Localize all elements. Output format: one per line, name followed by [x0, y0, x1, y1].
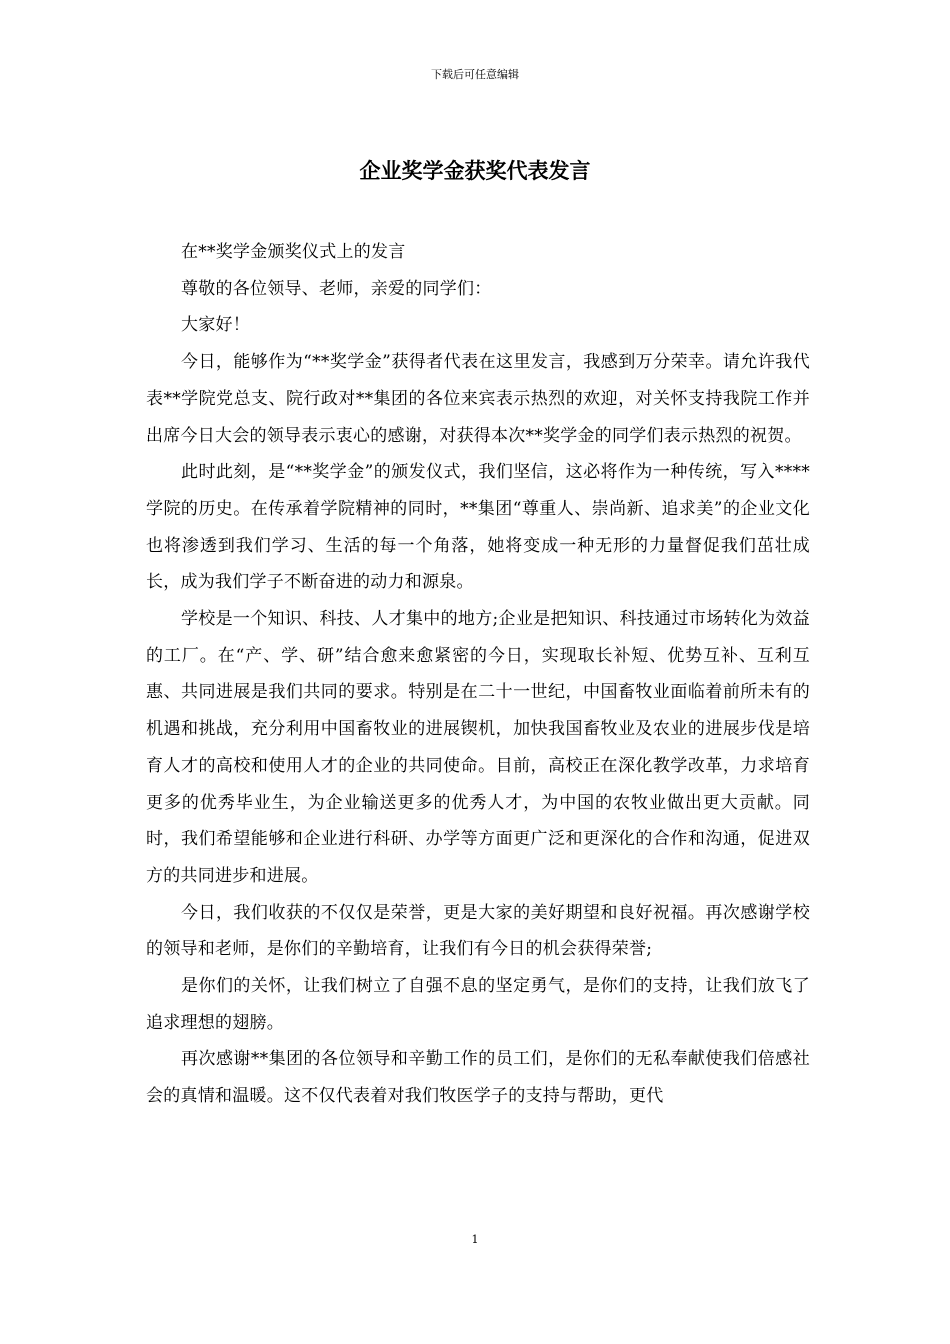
paragraph-greeting: 大家好！: [181, 315, 250, 336]
document-title: 企业奖学金获奖代表发言: [359, 158, 591, 183]
paragraph: 再次感谢**集团的各位领导和辛勤工作的员工们，是你们的无私奉献使我们倍感社会的真情和温暖。这不仅代表着对我们牧医学子的支持与帮助，更代: [146, 1049, 810, 1107]
paragraph: 学校是一个知识、科技、人才集中的地方;企业是把知识、科技通过市场转化为效益的工厂。在“产、学、研”结合愈来愈紧密的今日，实现取长补短、优势互补、互利互惠、共同进展是我们共同的要求。特别是在二十一世纪，中国畜牧业面临着前所未有的机遇和挑战，充分利用中国畜牧业的进展锲机，加快我国畜牧业及农业的进展步伐是培育人才的高校和使用人才的企业的共同使命。目前，高校正在深化教学改革，力求培育更多的优秀毕业生，为企业输送更多的优秀人才，为中国的农牧业做出更大贡献。同时，我们希望能够和企业进行科研、办学等方面更广泛和更深化的合作和沟通，促进双方的共同进步和进展。: [146, 609, 810, 886]
page-number: 1: [471, 1233, 479, 1246]
paragraph: 是你们的关怀，让我们树立了自强不息的坚定勇气，是你们的支持，让我们放飞了追求理想的翅膀。: [146, 976, 810, 1033]
paragraph-subtitle: 在**奖学金颁奖仪式上的发言: [181, 242, 406, 262]
document-body: [146, 234, 810, 1115]
paragraph: 今日，我们收获的不仅仅是荣誉，更是大家的美好期望和良好祝福。再次感谢学校的领导和老师，是你们的辛勤培育，让我们有今日的机会获得荣誉;: [146, 902, 810, 960]
paragraph-salutation: 尊敬的各位领导、老师，亲爱的同学们：: [181, 278, 492, 299]
paragraph: 此时此刻，是“**奖学金”的颁发仪式，我们坚信，这必将作为一种传统，写入****学院的历史。在传承着学院精神的同时，**集团“尊重人、崇尚新、追求美”的企业文化也将渗透到我们学习、生活的每一个角落，她将变成一种无形的力量督促我们茁壮成长，成为我们学子不断奋进的动力和源泉。: [146, 462, 810, 593]
paragraph: 今日，能够作为“**奖学金”获得者代表在这里发言，我感到万分荣幸。请允许我代表**学院党总支、院行政对**集团的各位来宾表示热烈的欢迎，对关怀支持我院工作并出席今日大会的领导表示衷心的感谢，对获得本次**奖学金的同学们表示热烈的祝贺。: [146, 352, 810, 446]
page-header: 下载后可任意编辑: [431, 68, 519, 81]
